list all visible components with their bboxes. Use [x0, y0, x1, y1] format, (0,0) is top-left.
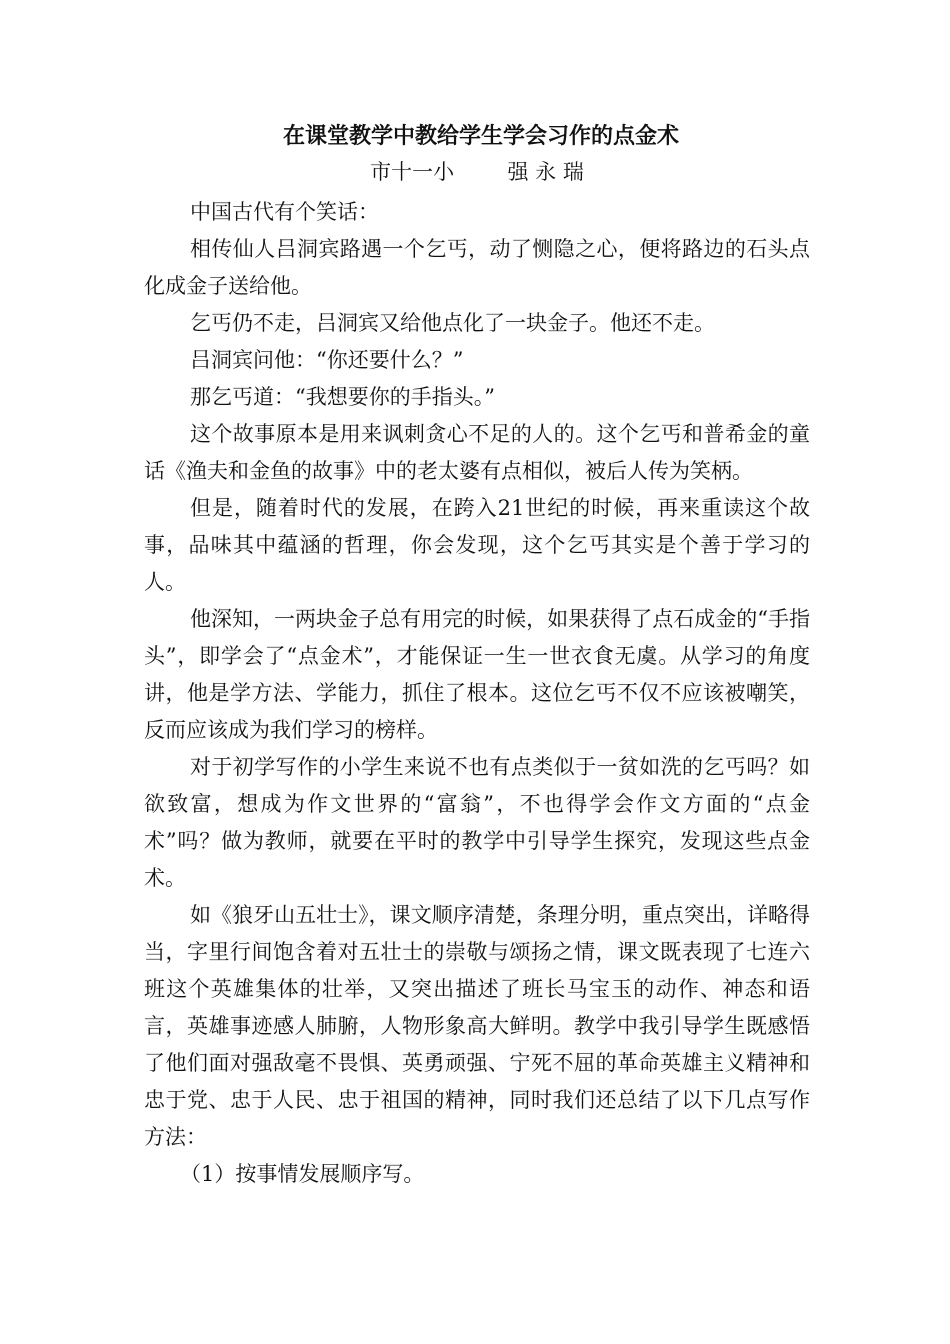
document-title: 在课堂教学中教给学生学会习作的点金术	[282, 123, 679, 149]
paragraph-6: 这个故事原本是用来讽刺贪心不足的人的。这个乞丐和普希金的童话《渔夫和金鱼的故事》中的老太婆有点相似，被后人传为笑柄。	[144, 422, 810, 483]
paragraph-9: 对于初学写作的小学生来说不也有点类似于一贫如洗的乞丐吗？如欲致富，想成为作文世界的“富翁”，不也得学会作文方面的“点金术”吗？做为教师，就要在平时的教学中引导学生探究，发现这些点金术。	[144, 755, 810, 890]
paragraph-8: 他深知，一两块金子总有用完的时候，如果获得了点石成金的“手指头”，即学会了“点金术”，才能保证一生一世衣食无虞。从学习的角度讲，他是学方法、学能力，抓住了根本。这位乞丐不仅不应该被嘲笑，反而应该成为我们学习的榜样。	[144, 607, 810, 742]
paragraph-1: 中国古代有个笑话：	[190, 200, 379, 224]
document-author: 市十一小 强 永 瑞	[370, 160, 584, 184]
paragraph-10: 如《狼牙山五壮士》，课文顺序清楚，条理分明，重点突出，详略得当，字里行间饱含着对五壮士的崇敬与颂扬之情，课文既表现了七连六班这个英雄集体的壮举，又突出描述了班长马宝玉的动作、神态和语言，英雄事迹感人肺腑，人物形象高大鲜明。教学中我引导学生既感悟了他们面对强敌毫不畏惧、英勇顽强、宁死不屈的革命英雄主义精神和忠于党、忠于人民、忠于祖国的精神，同时我们还总结了以下几点写作方法：	[144, 903, 810, 1149]
document-page	[144, 118, 810, 1193]
paragraph-5: 那乞丐道：“我想要你的手指头。”	[190, 385, 495, 409]
list-item-1: （1）按事情发展顺序写。	[180, 1162, 425, 1186]
paragraph-2: 相传仙人吕洞宾路遇一个乞丐，动了恻隐之心，便将路边的石头点化成金子送给他。	[144, 237, 810, 298]
paragraph-4: 吕洞宾问他：“你还要什么？”	[190, 348, 464, 372]
paragraph-7: 但是，随着时代的发展，在跨入21世纪的时候，再来重读这个故事，品味其中蕴涵的哲理，你会发现，这个乞丐其实是个善于学习的人。	[144, 496, 810, 594]
paragraph-3: 乞丐仍不走，吕洞宾又给他点化了一块金子。他还不走。	[190, 311, 715, 335]
